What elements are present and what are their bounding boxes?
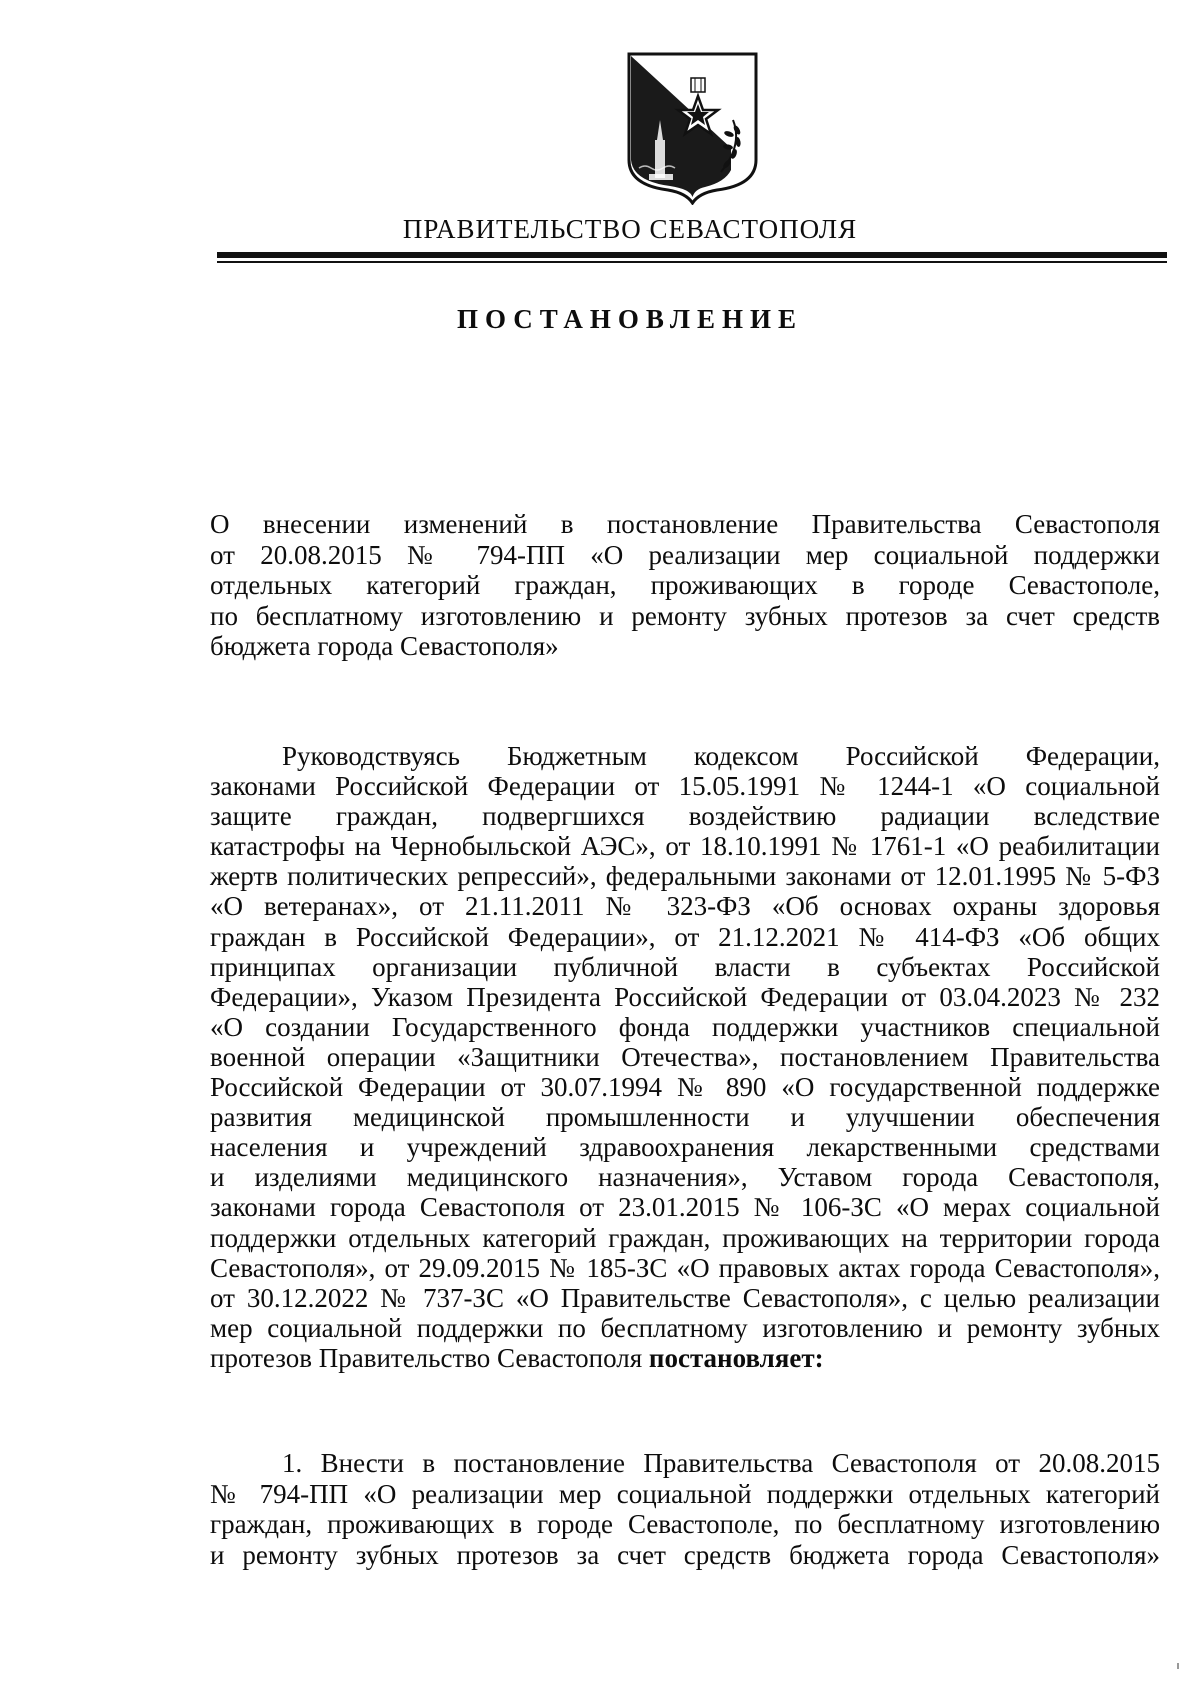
preamble-line: мер социальной поддержки по бесплатному изготовлению и ремонту зубных	[210, 1312, 1160, 1343]
preamble-line: и изделиями медицинского назначения», Уставом города Севастополя,	[210, 1162, 1160, 1193]
preamble-line: Российской Федерации от 30.07.1994 № 890 «О государственной поддержке	[210, 1072, 1160, 1103]
preamble-line: принципах организации публичной власти в субъектах Российской	[210, 951, 1160, 982]
preamble-paragraph	[210, 741, 1160, 1373]
preamble-line: Федерации», Указом Президента Российской Федерации от 03.04.2023 № 232	[210, 981, 1160, 1012]
clause-1-line: № 794-ПП «О реализации мер социальной поддержки отдельных категорий	[210, 1478, 1160, 1509]
preamble-line: поддержки отдельных категорий граждан, проживающих на территории города	[210, 1222, 1160, 1253]
preamble-line: населения и учреждений здравоохранения лекарственными средствами	[210, 1132, 1160, 1163]
preamble-line: «О создании Государственного фонда поддержки участников специальной	[210, 1011, 1160, 1042]
clause-1-line: и ремонту зубных протезов за счет средств бюджета города Севастополя»	[210, 1539, 1160, 1570]
subject-line: по бесплатному изготовлению и ремонту зубных протезов за счет средств	[210, 600, 1160, 631]
header-rule-thick	[217, 252, 1167, 258]
preamble-line: военной операции «Защитники Отечества», постановлением Правительства	[210, 1041, 1160, 1072]
document-type-title: ПОСТАНОВЛЕНИЕ	[456, 304, 804, 334]
subject-line: отдельных категорий граждан, проживающих в городе Севастополе,	[210, 570, 1160, 601]
subject-line: О внесении изменений в постановление Правительства Севастополя	[210, 509, 1160, 539]
clause-1-line: граждан, проживающих в городе Севастополе, по бесплатному изготовлению	[210, 1509, 1160, 1540]
preamble-line: катастрофы на Чернобыльской АЭС», от 18.10.1991 № 1761-1 «О реабилитации	[210, 831, 1160, 862]
document-subject	[210, 509, 1160, 662]
subject-line: бюджета города Севастополя»	[210, 631, 559, 662]
subject-line: от 20.08.2015 № 794-ПП «О реализации мер социальной поддержки	[210, 539, 1160, 570]
preamble-line: законами города Севастополя от 23.01.2015 № 106-ЗС «О мерах социальной	[210, 1192, 1160, 1223]
preamble-line: граждан в Российской Федерации», от 21.12.2021 № 414-ФЗ «Об общих	[210, 921, 1160, 952]
preamble-line: защите граждан, подвергшихся воздействию радиации вследствие	[210, 801, 1160, 832]
header-rule-thin	[217, 261, 1167, 263]
clause-1	[210, 1448, 1160, 1570]
preamble-line: жертв политических репрессий», федеральными законами от 12.01.1995 № 5-ФЗ	[210, 861, 1160, 892]
clause-1-line: 1. Внести в постановление Правительства Севастополя от 20.08.2015	[282, 1448, 1160, 1478]
preamble-line: законами Российской Федерации от 15.05.1991 № 1244-1 «О социальной	[210, 771, 1160, 802]
scan-artifact	[1177, 1663, 1179, 1669]
preamble-line: Севастополя», от 29.09.2015 № 185-ЗС «О правовых актах города Севастополя»,	[210, 1252, 1160, 1283]
preamble-line: Руководствуясь Бюджетным кодексом Российской Федерации,	[282, 741, 1160, 771]
preamble-line: «О ветеранах», от 21.11.2011 № 323-ФЗ «Об основах охраны здоровья	[210, 891, 1160, 922]
preamble-line: развития медицинской промышленности и улучшении обеспечения	[210, 1102, 1160, 1133]
resolves-keyword: постановляет:	[648, 1342, 824, 1373]
sevastopol-coat-of-arms-icon	[625, 50, 760, 205]
preamble-line: от 30.12.2022 № 737-ЗС «О Правительстве Севастополя», с целью реализации	[210, 1282, 1160, 1313]
organization-name: ПРАВИТЕЛЬСТВО СЕВАСТОПОЛЯ	[402, 214, 858, 244]
preamble-last-line	[210, 1343, 1160, 1373]
preamble-last-text: протезов Правительство Севастополя	[210, 1342, 649, 1373]
